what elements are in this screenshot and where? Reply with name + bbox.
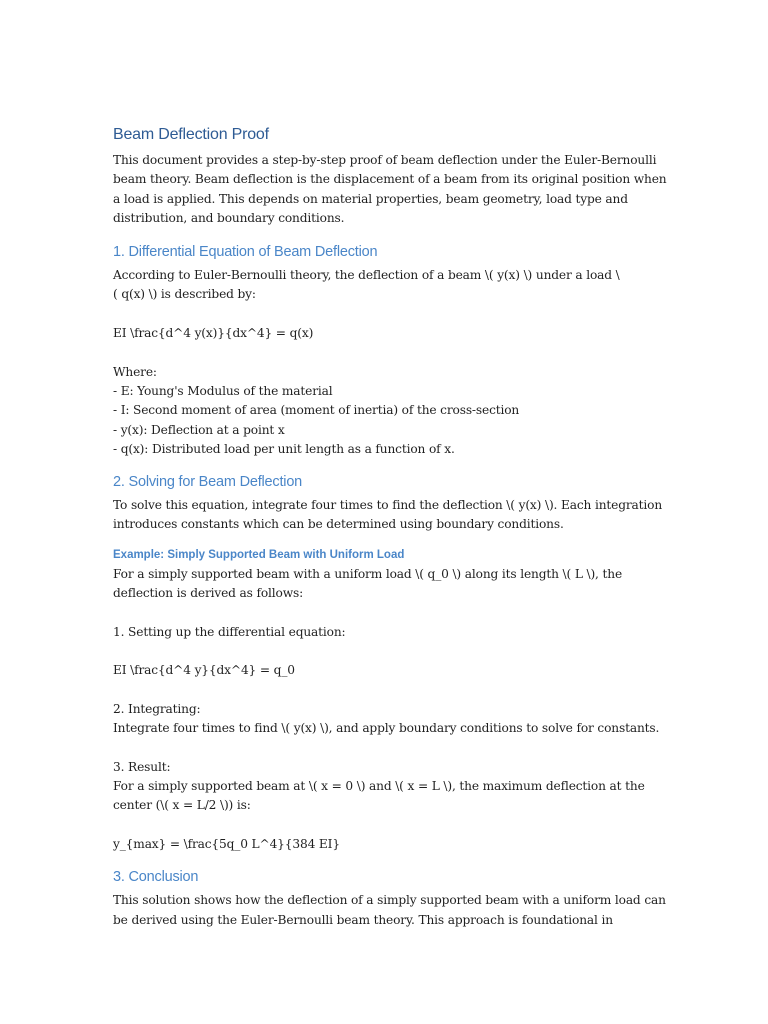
where-item: - I: Second moment of area (moment of inertia) of the cross-section xyxy=(113,403,520,418)
text-line: deflection is derived as follows: xyxy=(113,586,304,601)
where-item: - y(x): Deflection at a point x xyxy=(113,422,285,437)
intro-line: This document provides a step-by-step proof of beam deflection under the Euler-Bernoulli xyxy=(113,153,657,167)
section-1-heading: 1. Differential Equation of Beam Deflection xyxy=(113,244,378,261)
example-heading: Example: Simply Supported Beam with Uniform Load xyxy=(113,548,405,561)
step-1: 1. Setting up the differential equation: xyxy=(113,624,346,639)
step-2 xyxy=(113,700,658,739)
document-page xyxy=(113,125,667,930)
equation-1: EI \frac{d^4 y(x)}{dx^4} = q(x) xyxy=(113,326,314,341)
step-3 xyxy=(113,758,658,816)
section-2-heading: 2. Solving for Beam Deflection xyxy=(113,474,303,491)
section-3-text xyxy=(113,891,666,930)
text-line: For a simply supported beam with a uniform load \( q_0 \) along its length \( L \), the xyxy=(113,566,623,581)
text-line: According to Euler-Bernoulli theory, the deflection of a beam \( y(x) \) under a load \ xyxy=(113,268,620,283)
text-line: This solution shows how the deflection of a simply supported beam with a uniform load can xyxy=(113,893,666,908)
text-line: To solve this equation, integrate four times to find the deflection \( y(x) \). Each integration xyxy=(113,498,663,513)
intro-line: distribution, and boundary conditions. xyxy=(113,210,345,225)
example-text xyxy=(113,565,658,604)
step-2-text: Integrate four times to find \( y(x) \), and apply boundary conditions to solve for constants. xyxy=(113,721,660,736)
text-line: introduces constants which can be determined using boundary conditions. xyxy=(113,517,564,532)
section-1-text xyxy=(113,266,658,305)
where-item: - E: Young's Modulus of the material xyxy=(113,383,333,398)
document-title: Beam Deflection Proof xyxy=(113,126,269,143)
where-block xyxy=(113,363,658,459)
equation-2: EI \frac{d^4 y}{dx^4} = q_0 xyxy=(113,663,295,678)
section-3-heading: 3. Conclusion xyxy=(113,869,199,886)
intro-paragraph xyxy=(113,151,667,228)
step-3-text: center (\( x = L/2 \)) is: xyxy=(113,798,251,813)
step-2-label: 2. Integrating: xyxy=(113,701,201,716)
step-3-text: For a simply supported beam at \( x = 0 \) and \( x = L \), the maximum deflection at the xyxy=(113,779,645,794)
text-line: be derived using the Euler-Bernoulli beam theory. This approach is foundational in xyxy=(113,912,613,927)
intro-line: beam theory. Beam deflection is the displacement of a beam from its original position when xyxy=(113,172,667,187)
section-2-text xyxy=(113,496,663,535)
where-label: Where: xyxy=(113,364,157,379)
where-item: - q(x): Distributed load per unit length as a function of x. xyxy=(113,441,455,456)
equation-3: y_{max} = \frac{5q_0 L^4}{384 EI} xyxy=(113,836,340,851)
text-line: ( q(x) \) is described by: xyxy=(113,287,256,302)
intro-line: a load is applied. This depends on material properties, beam geometry, load type and xyxy=(113,191,628,206)
step-3-label: 3. Result: xyxy=(113,759,171,774)
